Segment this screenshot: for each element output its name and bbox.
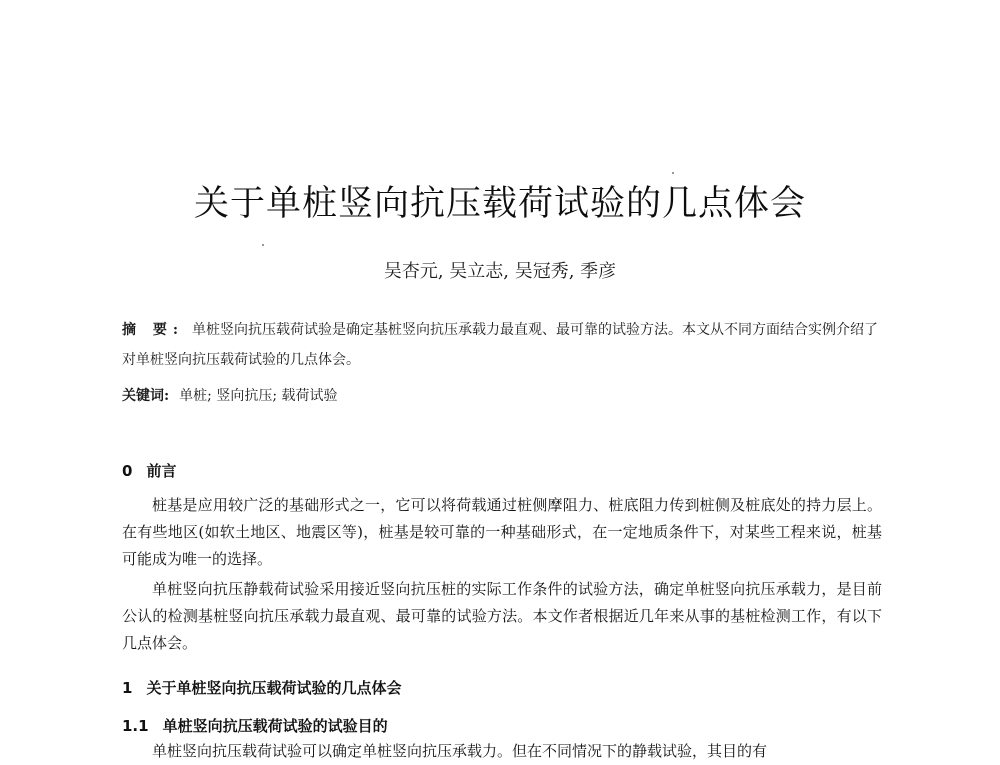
paper-title: 关于单桩竖向抗压载荷试验的几点体会 (193, 184, 806, 224)
keywords-text: 单桩; 竖向抗压; 载荷试验 (179, 388, 338, 404)
paragraph-text: 桩基是应用较广泛的基础形式之一，它可以将荷载通过桩侧摩阻力、桩底阻力传到桩侧及桩底处的持力层上。在有些地区(如软土地区、地震区等)，桩基是较可靠的一种基础形式，在一定地质条件下，对某些工程来说，桩基可能成为唯一的选择。 (122, 496, 882, 568)
abstract-text: 单桩竖向抗压载荷试验是确定基桩竖向抗压承载力最直观、最可靠的试验方法。本文从不同方面结合实例介绍了对单桩竖向抗压载荷试验的几点体会。 (122, 322, 879, 368)
abstract-label: 摘 要: (122, 322, 185, 338)
scan-speck (672, 172, 674, 174)
section-heading-0 (122, 460, 176, 481)
paragraph-1-1 (122, 738, 882, 765)
paragraph-text: 单桩竖向抗压载荷试验可以确定单桩竖向抗压承载力。但在不同情况下的静载试验，其目的有 (152, 742, 768, 760)
subsection-heading-1-1 (122, 715, 388, 736)
section-number: 0 (122, 462, 133, 480)
section-number: 1.1 (122, 717, 149, 735)
section-title: 单桩竖向抗压载荷试验的试验目的 (162, 717, 388, 735)
abstract (122, 315, 882, 375)
section-heading-1 (122, 677, 401, 698)
paragraph-intro-2 (122, 576, 882, 657)
paragraph-text: 单桩竖向抗压静载荷试验采用接近竖向抗压桩的实际工作条件的试验方法，确定单桩竖向抗压承载力，是目前公认的检测基桩竖向抗压承载力最直观、最可靠的试验方法。本文作者根据近几年来从事的基桩检测工作，有以下几点体会。 (122, 580, 882, 652)
paragraph-intro-1 (122, 492, 882, 573)
keywords (122, 384, 882, 408)
author-list: 吴杏元, 吴立志, 吴冠秀, 季彦 (383, 261, 617, 282)
scan-speck (262, 244, 264, 246)
section-title: 关于单桩竖向抗压载荷试验的几点体会 (146, 679, 402, 697)
section-number: 1 (122, 679, 133, 697)
section-title: 前言 (146, 462, 177, 480)
keywords-label: 关键词: (122, 388, 170, 404)
